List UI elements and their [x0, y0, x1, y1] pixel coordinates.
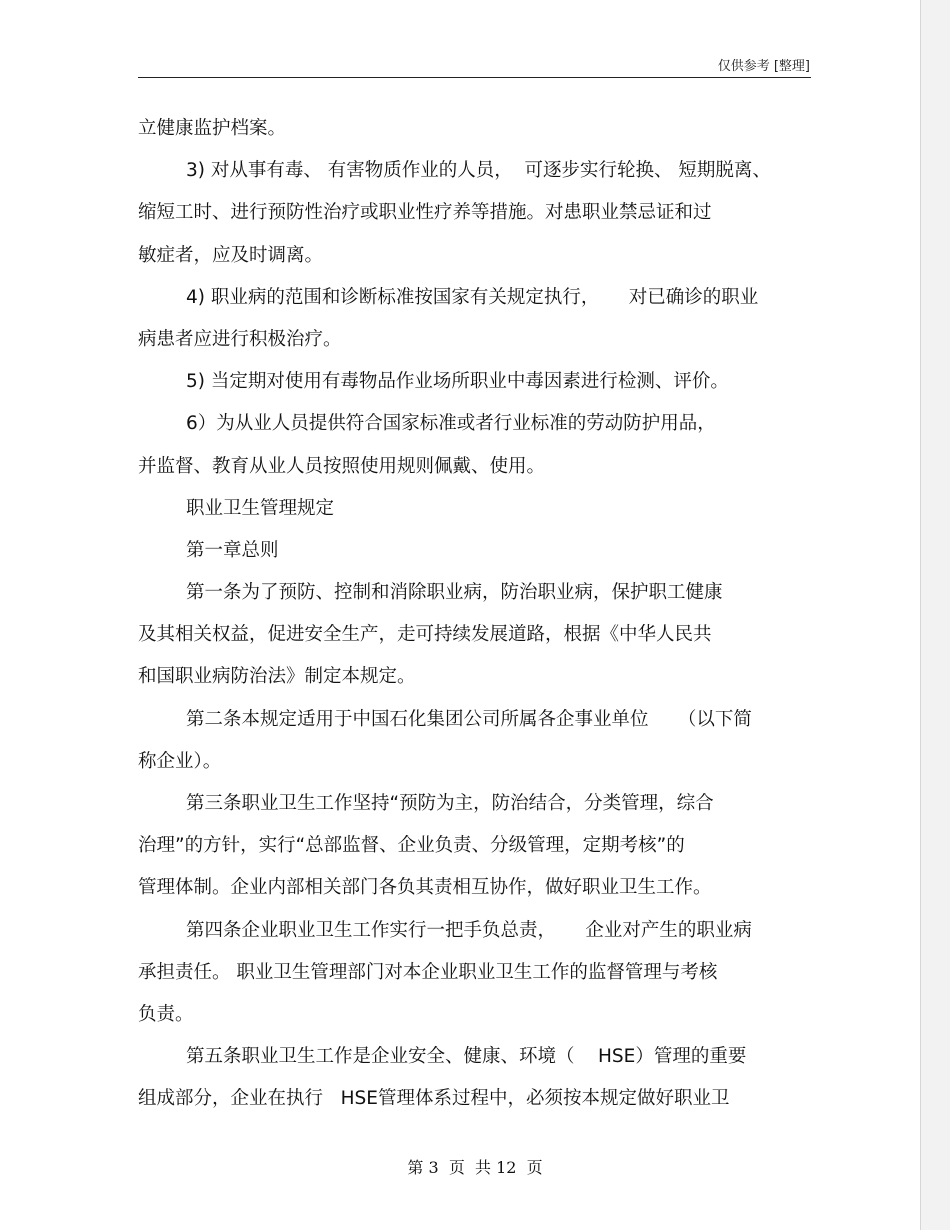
text-line: 承担责任。 职业卫生管理部门对本企业职业卫生工作的监督管理与考核 — [138, 961, 718, 983]
text-line: 立健康监护档案。 — [138, 118, 287, 139]
text-line: 3) 对从事有毒、 有害物质作业的人员， 可逐步实行轮换、 短期脱离、 — [186, 160, 771, 182]
text-line: 并监督、教育从业人员按照使用规则佩戴、使用。 — [138, 455, 546, 477]
text-line: 称企业）。 — [138, 750, 222, 772]
text-line: 5) 当定期对使用有毒物品作业场所职业中毒因素进行检测、评价。 — [186, 371, 729, 393]
text-line: 第四条企业职业卫生工作实行一把手负总责， 企业对产生的职业病 — [186, 919, 752, 941]
page-footer: 第 3 页 共 12 页 — [407, 1158, 543, 1177]
text-line: 缩短工时、进行预防性治疗或职业性疗养等措施。对患职业禁忌证和过 — [138, 202, 712, 224]
text-line: 组成部分，企业在执行 HSE管理体系过程中，必须按本规定做好职业卫 — [138, 1088, 730, 1110]
text-line: 6）为从业人员提供符合国家标准或者行业标准的劳动防护用品， — [186, 413, 716, 435]
text-line: 4) 职业病的范围和诊断标准按国家有关规定执行， 对已确诊的职业 — [186, 286, 759, 308]
text-line: 负责。 — [138, 1003, 194, 1025]
document-body — [138, 108, 818, 1121]
text-line: 管理体制。企业内部相关部门各负其责相互协作，做好职业卫生工作。 — [138, 877, 712, 899]
text-line: 第二条本规定适用于中国石化集团公司所属各企事业单位 （以下简 — [186, 708, 752, 730]
page-header: 仅供参考 [整理] — [717, 59, 810, 74]
header-rule — [138, 77, 811, 78]
text-line: 第三条职业卫生工作坚持“预防为主，防治结合，分类管理，综合 — [186, 793, 714, 814]
text-line: 第一章总则 — [186, 539, 279, 561]
text-line: 敏症者，应及时调离。 — [138, 244, 324, 266]
text-line: 第一条为了预防、控制和消除职业病，防治职业病，保护职工健康 — [186, 582, 723, 604]
text-line: 治理”的方针，实行“总部监督、企业负责、分级管理，定期考核”的 — [138, 835, 685, 857]
text-line: 职业卫生管理规定 — [186, 497, 335, 519]
text-line: 病患者应进行积极治疗。 — [138, 328, 342, 350]
text-line: 及其相关权益，促进安全生产，走可持续发展道路，根据《中华人民共 — [138, 624, 712, 646]
text-line: 第五条职业卫生工作是企业安全、健康、环境（ HSE）管理的重要 — [186, 1046, 747, 1068]
text-line: 和国职业病防治法》制定本规定。 — [138, 666, 416, 688]
